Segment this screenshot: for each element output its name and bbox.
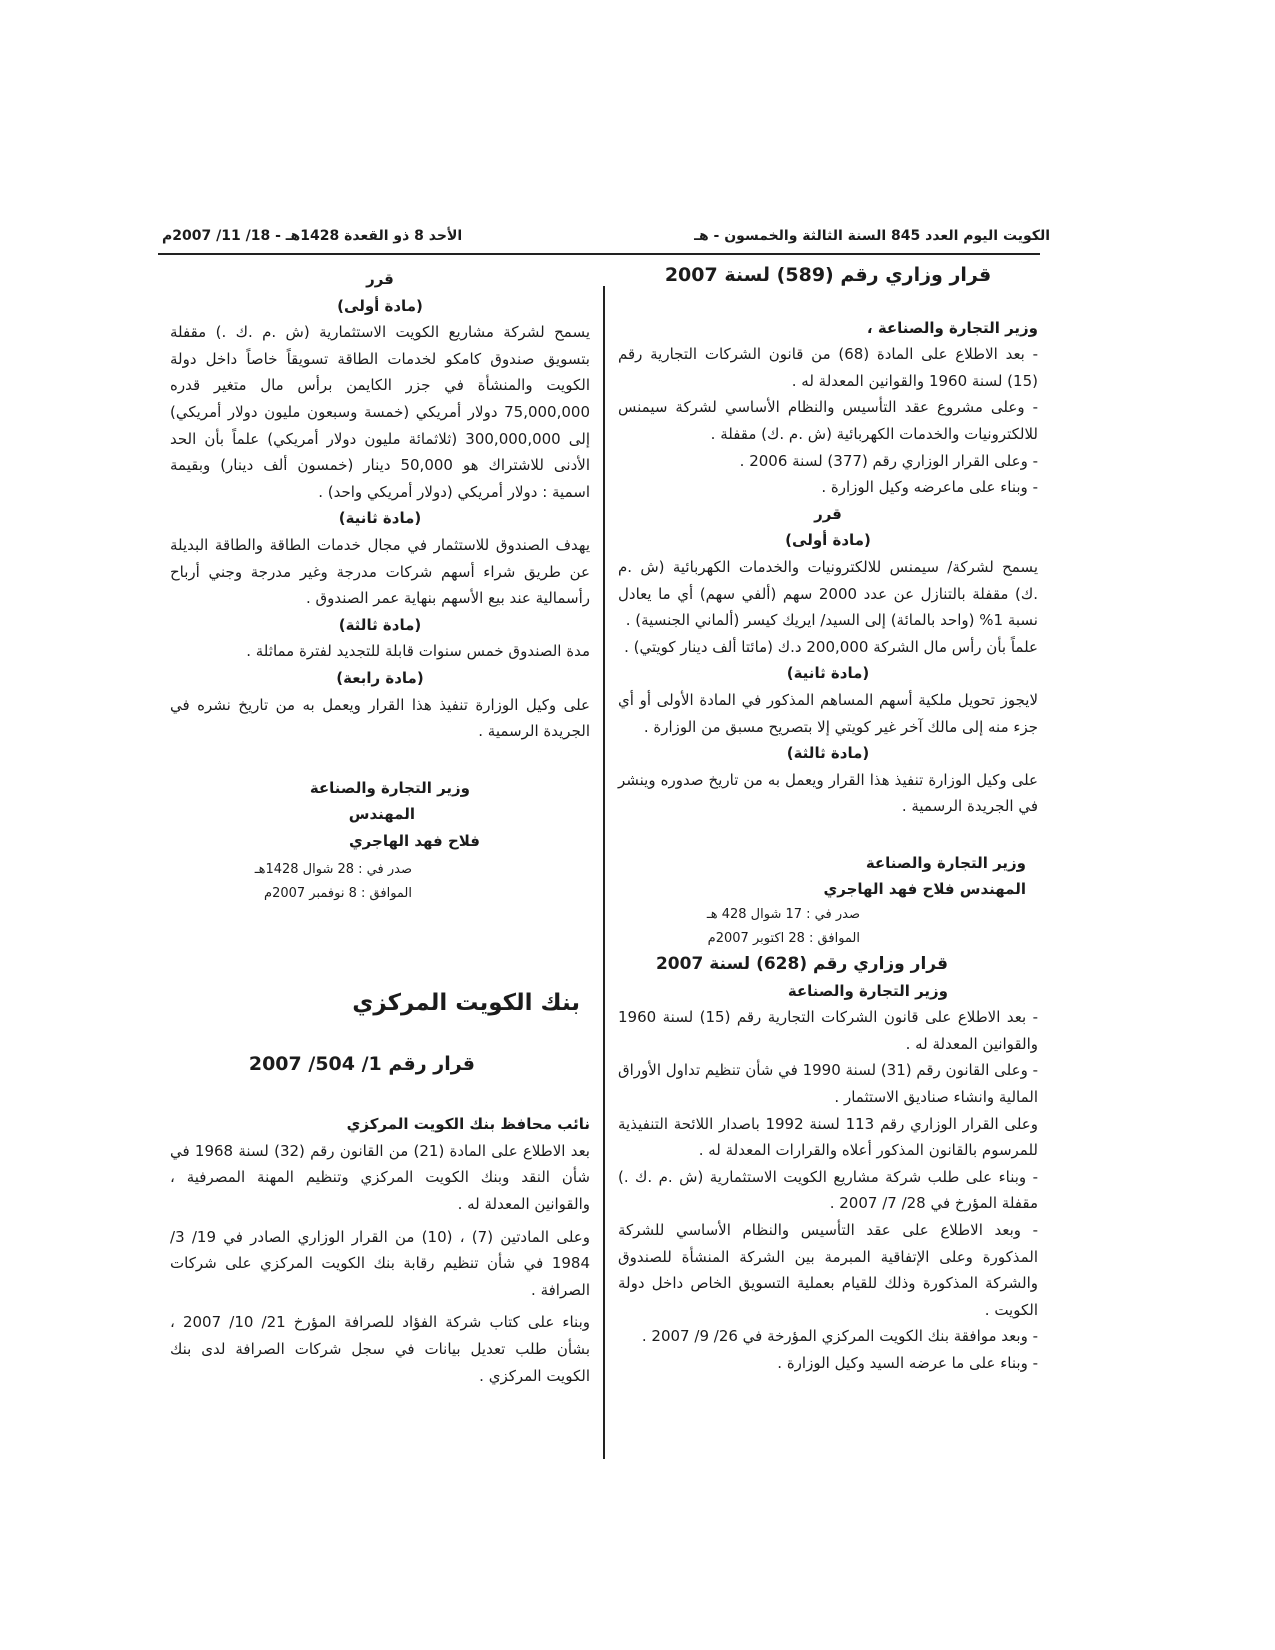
article-3-text: على وكيل الوزارة تنفيذ هذا القرار ويعمل به من تاريخ صدوره وينشر في الجريدة الرسمية . [618,770,1038,816]
deputy-governor-heading: نائب محافظ بنك الكويت المركزي [346,1115,590,1134]
preamble-item: - بعد الاطلاع على المادة (68) من قانون الشركات التجارية رقم (15) لسنة 1960 والقوانين المعدلة له . [618,345,1038,390]
preamble-item: - وعلى القرار الوزاري رقم (377) لسنة 2006 . [739,451,1038,470]
corresponding-date: الموافق : 28 اكتوبر 2007م [707,931,860,947]
corresponding-date: الموافق : 8 نوفمبر 2007م [264,886,412,902]
preamble2-item: وعلى القرار الوزاري رقم 113 لسنة 1992 باصدار اللائحة التنفيذية للمرسوم بالقانون المذكور أعلاه والقرارات المعدلة له . [618,1114,1039,1160]
bank-title: بنك الكويت المركزي [352,990,580,1016]
article-1-note: علماً بأن رأس مال الشركة 200,000 د.ك (مائتا ألف دينار كويتي) . [624,637,1038,656]
bank-preamble-item: وعلى المادتين (7) ، (10) من القرار الوزاري الصادر في 19/ 3/ 1984 في شأن تنظيم رقابة بنك الكويت المركزي على شركات الصرافة . [170,1227,590,1299]
preamble2-item: - وبناء على طلب شركة مشاريع الكويت الاستثمارية (ش .م .ك .) مقفلة المؤرخ في 28/ 7/ 2007 . [618,1167,1038,1213]
right-column [618,262,1038,1377]
column-divider [603,286,605,1459]
article-1-text: يسمح لشركة/ سيمنس للالكترونيات والخدمات الكهربائية (ش .م .ك) مقفلة بالتنازل عن عدد 2000 سهم (ألفي سهم) أي ما يعادل نسبة 1% (واحد بالمائة) إلى السيد/ ايريك كيسر (ألماني الجنسية) . [618,557,1038,630]
signature-name: المهندس فلاح فهد الهاجري [823,880,1026,899]
decision-628-title: قرار وزاري رقم (628) لسنة 2007 [655,954,948,975]
article-4-text: على وكيل الوزارة تنفيذ هذا القرار ويعمل به من تاريخ نشره في الجريدة الرسمية . [170,695,590,741]
signature-role: المهندس [348,805,415,824]
preamble-item: - وبناء على ماعرضه وكيل الوزارة . [821,478,1038,497]
minister-heading-2: وزير التجارة والصناعة [787,981,948,1000]
article-1-text: يسمح لشركة مشاريع الكويت الاستثمارية (ش .م .ك .) مقفلة بتسويق صندوق كامكو لخدمات الطاقة تسويقاً خاصاً داخل دولة الكويت والمنشأة في جزر الكايمن برأس مال متغير قدره 75,000,000 دولار أمريكي (خمسة وسبعون مليون دولار أمريكي) إلى 300,000,000 (ثلاثمائة مليون دولار أمريكي) علماً بأن الحد الأدنى للاشتراك هو 50,000 دينار (خمسون ألف دينار) وبقيمة اسمية : دولار أمريكي (دولار أمريكي واحد) . [170,323,590,501]
left-column-bank-section [170,990,590,1389]
signature-name: فلاح فهد الهاجري [348,831,480,850]
header-divider [158,253,1040,255]
signature-title: وزير التجارة والصناعة [865,853,1026,872]
signature-title: وزير التجارة والصناعة [309,778,470,797]
decided-heading: قرر [814,504,842,523]
preamble2-item: - وبناء على ما عرضه السيد وكيل الوزارة . [777,1353,1038,1372]
preamble-item: - وعلى مشروع عقد التأسيس والنظام الأساسي لشركة سيمنس للالكترونيات والخدمات الكهربائية (ش .م .ك) مقفلة . [618,398,1038,443]
decision-589-title: قرار وزاري رقم (589) لسنة 2007 [664,264,992,286]
article-2-text: لايجوز تحويل ملكية أسهم المساهم المذكور في المادة الأولى أو أي جزء منه إلى مالك آخر غير كويتي إلا بتصريح مسبق من الوزارة . [618,690,1038,736]
bank-preamble-item: بعد الاطلاع على المادة (21) من القانون رقم (32) لسنة 1968 في شأن النقد وبنك الكويت المركزي وتنظيم المهنة المصرفية ، والقوانين المعدلة له . [170,1141,590,1213]
decided-heading: قرر [366,270,394,288]
header-issue-info: الكويت اليوم العدد 845 السنة الثالثة والخمسون - هـ [694,228,1050,244]
minister-heading: وزير التجارة والصناعة ، [866,318,1038,337]
preamble2-item: - بعد الاطلاع على قانون الشركات التجارية رقم (15) لسنة 1960 والقوانين المعدلة له . [618,1008,1038,1053]
preamble2-item: - وبعد موافقة بنك الكويت المركزي المؤرخة في 26/ 9/ 2007 . [641,1327,1038,1346]
bank-decision-title: قرار رقم 1/ 504/ 2007 [248,1052,475,1075]
article-2-text: يهدف الصندوق للاستثمار في مجال خدمات الطاقة والطاقة البديلة عن طريق شراء أسهم شركات مدرجة وغير مدرجة وجني أرباح رأسمالية عند بيع الأسهم بنهاية عمر الصندوق . [170,535,590,608]
preamble2-item: - وبعد الاطلاع على عقد التأسيس والنظام الأساسي للشركة المذكورة وعلى الإتفاقية المبرمة بين الشركة المنشأة للصندوق والشركة المذكورة وذلك للقيام بعملية التسويق الخاص داخل دولة الكويت . [618,1221,1038,1319]
article-3-title: (مادة ثالثة) [338,615,422,634]
article-3-text: مدة الصندوق خمس سنوات قابلة للتجديد لفترة مماثلة . [246,642,590,661]
preamble2-item: - وعلى القانون رقم (31) لسنة 1990 في شأن تنظيم تداول الأوراق المالية وانشاء صناديق الاستثمار . [618,1061,1038,1107]
issued-date: صدر في : 17 شوال 428 هـ [706,907,860,923]
article-4-title: (مادة رابعة) [336,668,424,687]
header-date: الأحد 8 ذو القعدة 1428هـ - 18/ 11/ 2007م [162,228,463,244]
article-3-title: (مادة ثالثة) [786,744,870,763]
bank-preamble-item: وبناء على كتاب شركة الفؤاد للصرافة المؤرخ 21/ 10/ 2007 ، بشأن طلب تعديل بيانات في سجل شركات الصرافة لدى بنك الكويت المركزي . [170,1313,591,1385]
article-1-title: (مادة أولى) [785,531,871,550]
left-column [170,266,590,906]
article-2-title: (مادة ثانية) [786,664,870,683]
article-1-title: (مادة أولى) [337,296,423,315]
article-2-title: (مادة ثانية) [338,509,422,528]
issued-date: صدر في : 28 شوال 1428هـ [254,862,412,878]
